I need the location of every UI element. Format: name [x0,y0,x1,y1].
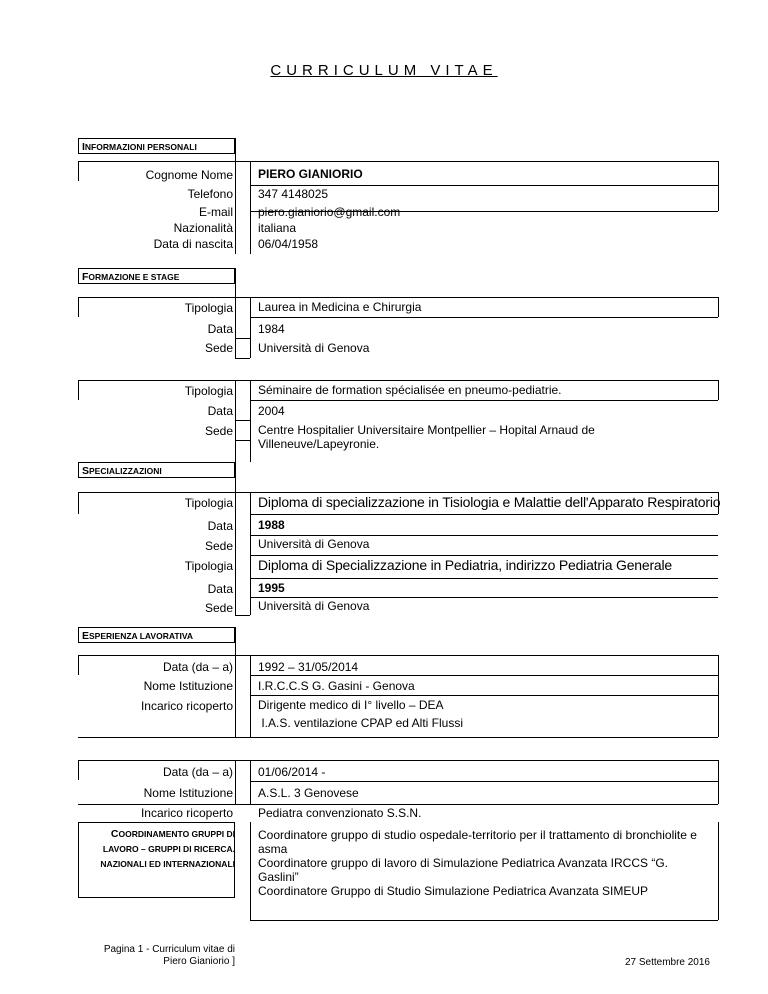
divider [718,760,719,804]
value-telefono: 347 4148025 [258,187,329,201]
label-telefono: Telefono [187,187,233,201]
label-data-da-a: Data (da – a) [162,765,233,779]
divider [78,297,79,317]
label-tipologia: Tipologia [184,384,233,398]
divider [250,380,251,462]
value-tipologia: Laurea in Medicina e Chirurgia [258,300,422,314]
label-sede: Sede [204,539,233,553]
coordination-label-line: LAVORO – GRUPPI DI RICERCA. [102,844,235,854]
value-nome-istituzione: A.S.L. 3 Genovese [258,786,359,800]
coordination-label-text: OORDINAMENTO GRUPPI DI [118,829,235,839]
section-header-cap: E [82,630,90,642]
value-sede: Centre Hospitalier Universitaire Montpellier – Hopital Arnaud de Villeneuve/Lapeyronie. [258,423,595,451]
coordination-label-line [80,827,235,842]
label-sede: Sede [204,341,233,355]
section-header-text: SPERIENZA LAVORATIVA [89,631,194,641]
divider [235,760,236,804]
label-cognome-nome: Cognome Nome [145,168,233,182]
footer-date: 27 Settembre 2016 [624,957,710,968]
section-header-education [78,268,235,284]
divider [250,655,251,737]
divider [250,297,251,358]
divider [250,760,251,804]
value-cognome-nome: PIERO GIANIORIO [258,167,363,181]
section-header-text: ORMAZIONE E STAGE [88,272,180,282]
coordination-item: Coordinatore gruppo di lavoro di Simulazione Pediatrica Avanzata IRCCS “G. Gaslini” [258,856,668,884]
divider [250,400,718,401]
divider [250,555,718,556]
coordination-label [80,827,235,872]
coordination-item: Coordinatore gruppo di studio ospedale-territorio per il trattamento di bronchiolite e asma [258,828,697,856]
value-tipologia: Séminaire de formation spécialisée en pneumo-pediatrie. [258,383,562,397]
value-incarico-detail: I.A.S. ventilazione CPAP ed Alti Flussi [258,716,463,730]
section-header-personal [78,138,235,154]
label-nazionalita: Nazionalità [173,221,233,235]
label-tipologia: Tipologia [184,559,233,573]
label-incarico-ricoperto: Incarico ricoperto [140,699,233,713]
divider [250,920,718,921]
label-incarico-ricoperto: Incarico ricoperto [140,806,233,820]
divider [250,185,718,186]
footer-page-info [60,944,235,968]
divider [78,161,79,181]
section-header-experience [78,627,235,643]
value-data: 1988 [258,518,285,532]
coordination-list [258,828,710,898]
label-data: Data [207,582,233,596]
divider [78,380,79,400]
divider [78,655,79,675]
value-sede: Università di Genova [258,599,370,613]
value-data: 2004 [258,404,285,418]
divider [78,804,718,805]
divider [250,675,718,676]
value-sede: Università di Genova [258,341,370,355]
value-tipologia: Diploma di specializzazione in Tisiologia e Malattie dell'Apparato Respiratorio [258,494,721,510]
value-tipologia: Diploma di Specializzazione in Pediatria, indirizzo Pediatria Generale [258,557,672,573]
section-header-cap: I [82,141,85,153]
page-title: CURRICULUM VITAE [270,62,498,79]
coordination-label-cap: C [110,828,119,840]
section-header-text: NFORMAZIONI PERSONALI [84,142,197,152]
divider [250,317,718,318]
divider [250,597,718,598]
divider [250,578,718,579]
value-data-da-a: 1992 – 31/05/2014 [258,660,359,674]
label-email: E-mail [198,205,233,219]
coordination-label-line: NAZIONALI ED INTERNAZIONALI [100,859,235,869]
divider [250,695,718,696]
value-data: 1995 [258,581,285,595]
divider [78,760,718,761]
divider [235,358,250,359]
divider [78,492,718,493]
label-data: Data [207,404,233,418]
divider [235,440,250,441]
value-nazionalita: italiana [258,221,297,235]
value-incarico-ricoperto: Pediatra convenzionato S.S.N. [258,806,422,820]
divider [78,737,718,738]
divider [78,161,718,162]
divider [718,822,719,920]
divider [235,615,250,616]
divider [78,492,79,514]
divider [718,161,719,211]
value-incarico-ricoperto: Dirigente medico di I° livello – DEA [258,698,444,712]
divider [235,138,236,254]
divider [78,760,79,780]
section-header-text: PECIALIZZAZIONI [89,466,162,476]
divider [235,380,236,462]
divider [250,535,718,536]
value-sede: Università di Genova [258,537,370,551]
section-header-cap: S [82,465,90,477]
divider [250,781,718,782]
divider [250,822,251,920]
label-sede: Sede [204,424,233,438]
divider [78,380,718,381]
label-data: Data [207,322,233,336]
divider [718,655,719,737]
section-header-cap: F [82,271,89,283]
label-data-da-a: Data (da – a) [162,660,233,674]
value-data-nascita: 06/04/1958 [258,237,319,251]
coordination-item: Coordinatore Gruppo di Studio Simulazione Pediatrica Avanzata SIMEUP [258,884,648,898]
label-tipologia: Tipologia [184,301,233,315]
divider [718,380,719,400]
divider [235,338,250,339]
divider [235,420,250,421]
value-data: 1984 [258,322,285,336]
divider [250,161,251,254]
label-sede: Sede [204,601,233,615]
label-data: Data [207,519,233,533]
label-data-nascita: Data di nascita [153,237,233,251]
divider [250,514,718,515]
divider [78,297,718,298]
footer-line: Pagina 1 - Curriculum vitae di [103,944,235,955]
label-nome-istituzione: Nome Istituzione [143,679,233,693]
section-header-specializations [78,462,235,478]
divider [235,627,236,737]
divider [235,462,236,615]
value-data-da-a: 01/06/2014 - [258,765,326,779]
footer-line: Piero Gianiorio ] [163,956,235,967]
divider [718,297,719,317]
divider [78,655,718,656]
value-email[interactable]: piero.gianiorio@gmail.com [258,205,401,219]
value-nome-istituzione: I.R.C.C.S G. Gasini - Genova [258,679,415,693]
label-nome-istituzione: Nome Istituzione [143,786,233,800]
divider [235,268,236,358]
label-tipologia: Tipologia [184,496,233,510]
